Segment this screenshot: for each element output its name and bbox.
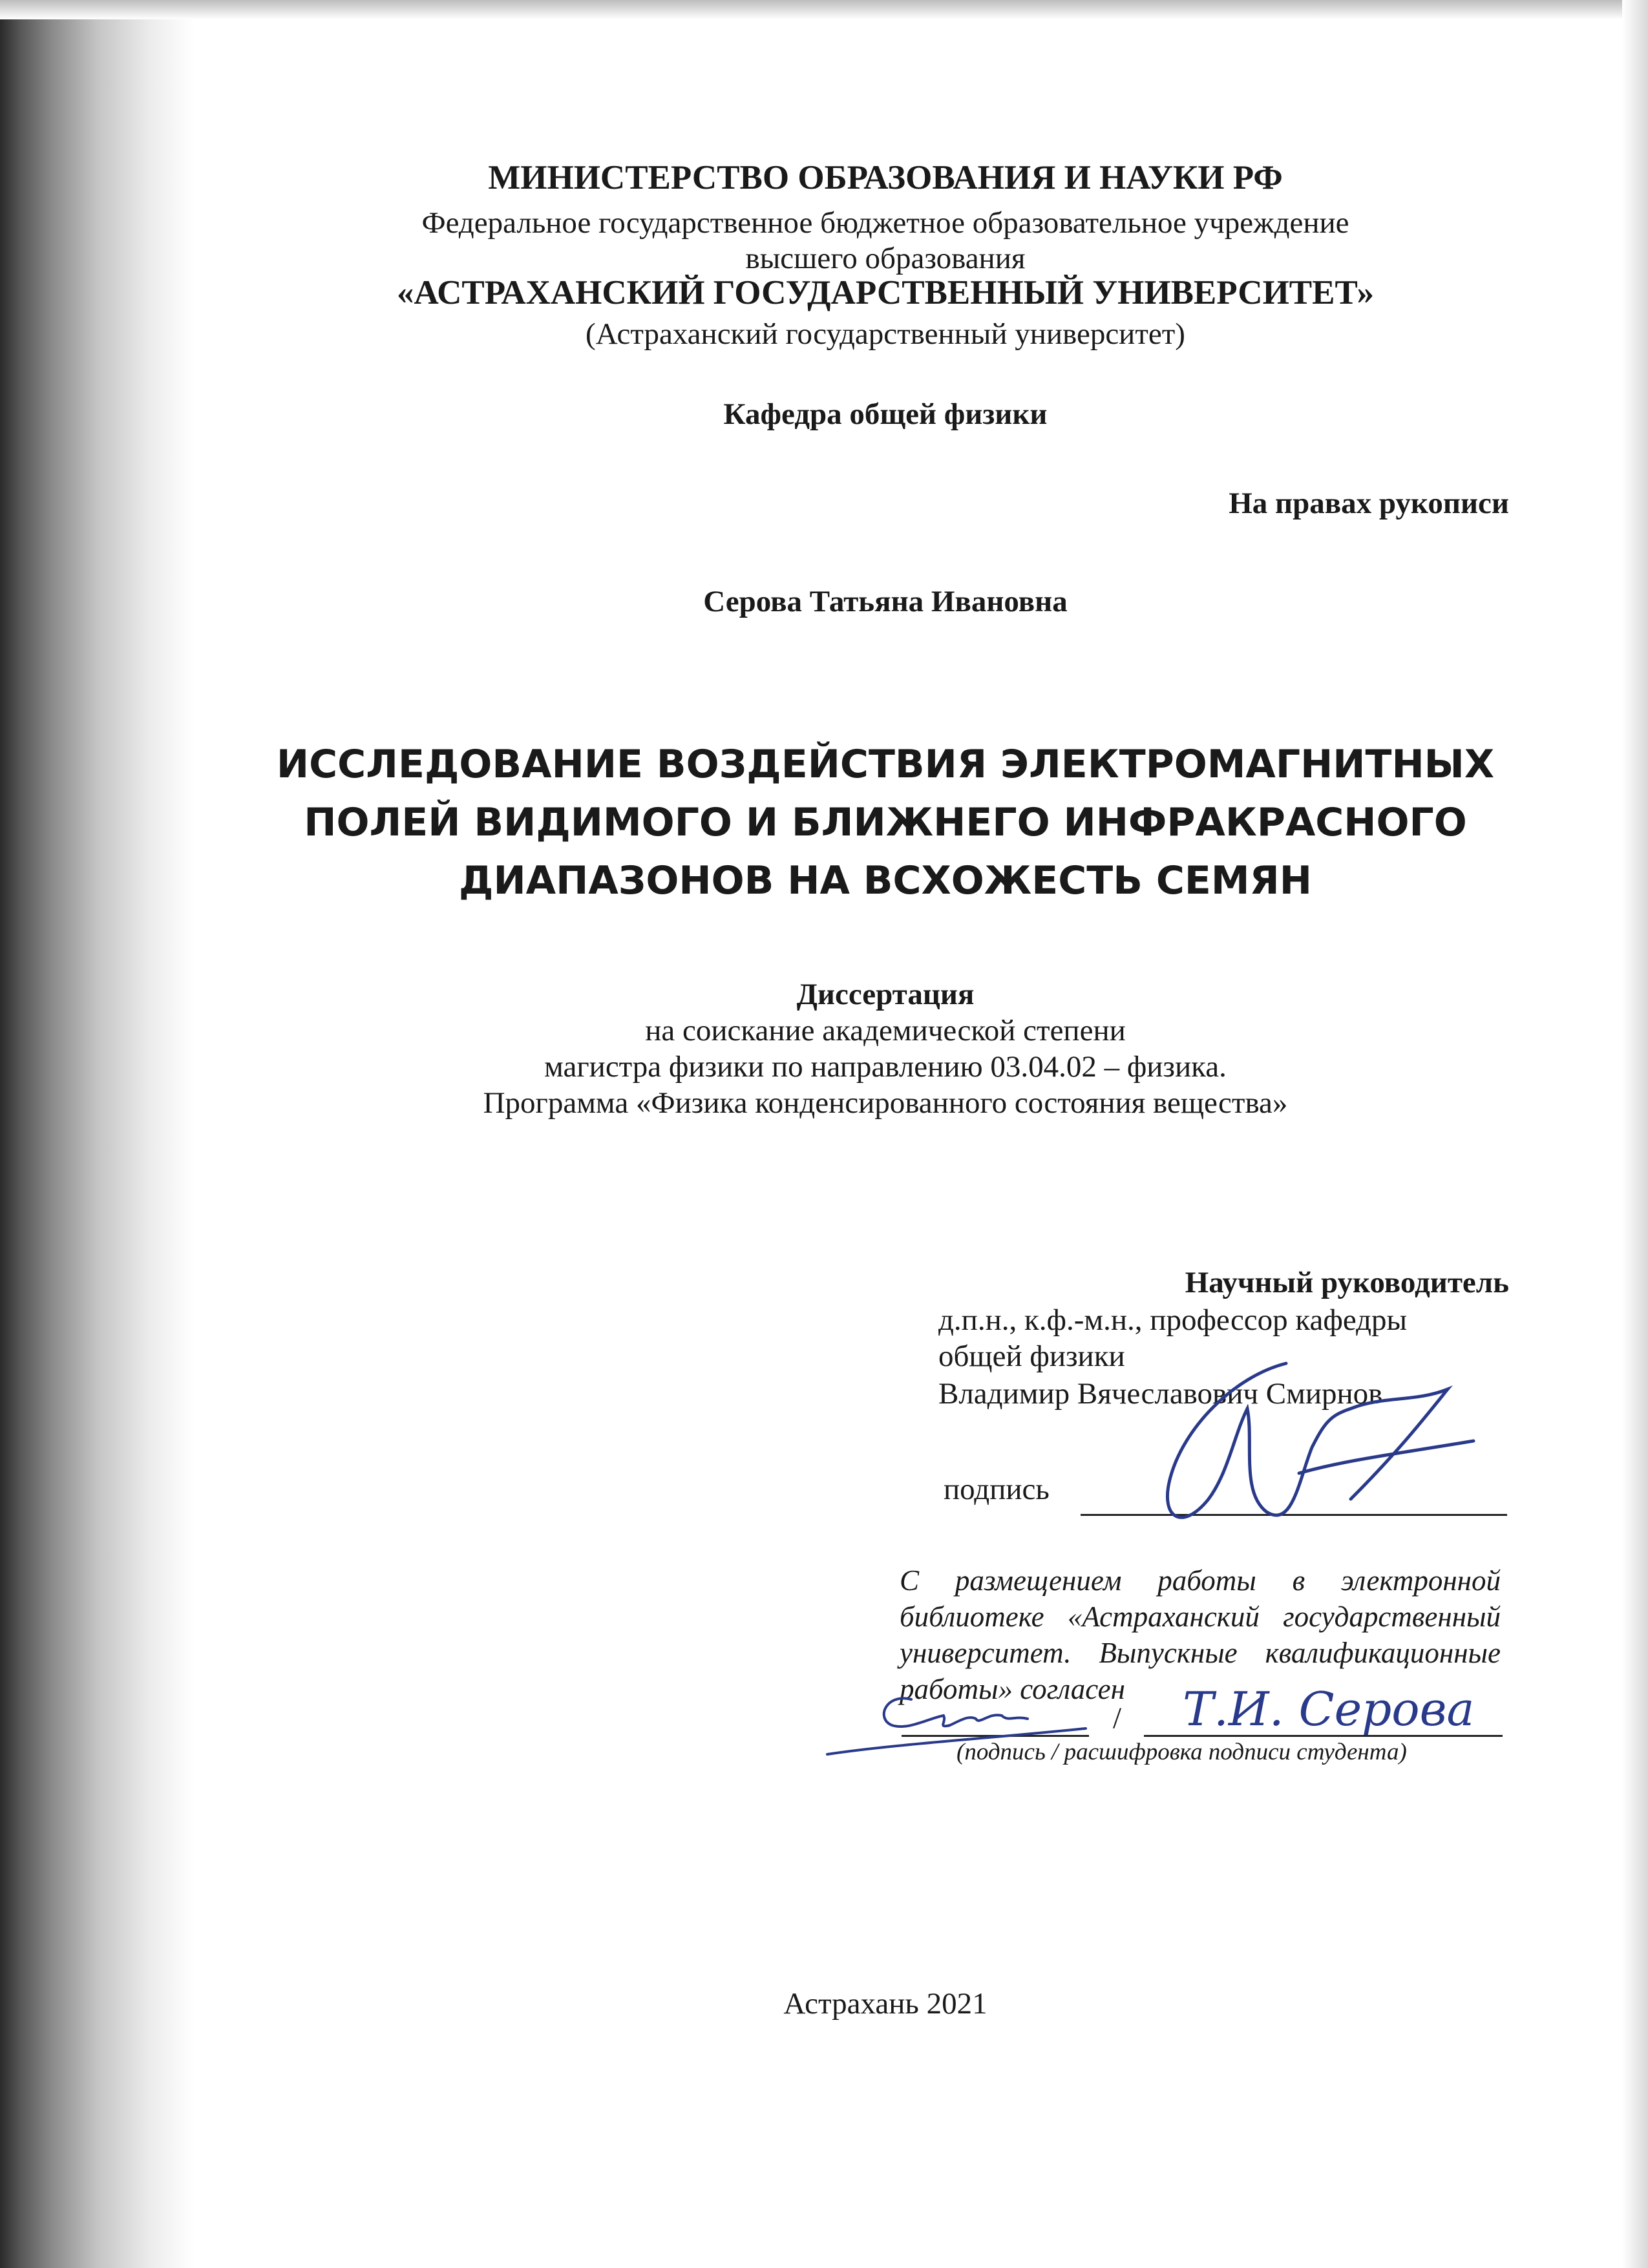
university-short-name: (Астраханский государственный университет) (586, 317, 1185, 351)
dissertation-line-3: Программа «Физика конденсированного состояния вещества» (483, 1086, 1288, 1120)
svg-text:Т.И. Серова: Т.И. Серова (1183, 1682, 1475, 1736)
signature-separator: / (1113, 1701, 1122, 1735)
supervisor-signature (1137, 1350, 1499, 1551)
department-name: Кафедра общей физики (723, 397, 1048, 431)
thesis-title-line-3: ДИАПАЗОНОВ НА ВСХОЖЕСТЬ СЕМЯН (459, 858, 1312, 903)
signature-label: подпись (944, 1473, 1050, 1506)
consent-text: С размещением работы в электронной библиотеке «Астраханский государственный университет. Выпускные квалификационные работы» согласен (900, 1564, 1501, 1705)
city-year: Астрахань 2021 (783, 1987, 988, 2021)
dissertation-heading: Диссертация (796, 978, 975, 1011)
ministry-heading: МИНИСТЕРСТВО ОБРАЗОВАНИЯ И НАУКИ РФ (488, 159, 1283, 196)
author-name: Серова Татьяна Ивановна (703, 585, 1068, 618)
supervisor-degree: д.п.н., к.ф.-м.н., профессор кафедры (938, 1303, 1408, 1337)
thesis-title-line-2: ПОЛЕЙ ВИДИМОГО И БЛИЖНЕГО ИНФРАКРАСНОГО (304, 800, 1467, 845)
education-level: высшего образования (745, 242, 1026, 275)
supervisor-heading: Научный руководитель (1185, 1266, 1509, 1299)
student-handwritten-name (1176, 1680, 1486, 1738)
thesis-title-line-1: ИССЛЕДОВАНИЕ ВОЗДЕЙСТВИЯ ЭЛЕКТРОМАГНИТНЫХ (276, 742, 1495, 787)
scan-top-edge (0, 0, 1648, 19)
manuscript-note: На правах рукописи (1229, 487, 1509, 520)
supervisor-department: общей физики (938, 1339, 1125, 1373)
dissertation-line-1: на соискание академической степени (645, 1014, 1126, 1047)
institution-type: Федеральное государственное бюджетное образовательное учреждение (421, 206, 1349, 240)
dissertation-line-2: магистра физики по направлению 03.04.02 – физика. (544, 1050, 1227, 1084)
supervisor-name: Владимир Вячеславович Смирнов (938, 1377, 1383, 1411)
university-name: «АСТРАХАНСКИЙ ГОСУДАРСТВЕННЫЙ УНИВЕРСИТЕТ» (396, 274, 1374, 311)
signature-caption: (подпись / расшифровка подписи студента) (956, 1739, 1407, 1765)
